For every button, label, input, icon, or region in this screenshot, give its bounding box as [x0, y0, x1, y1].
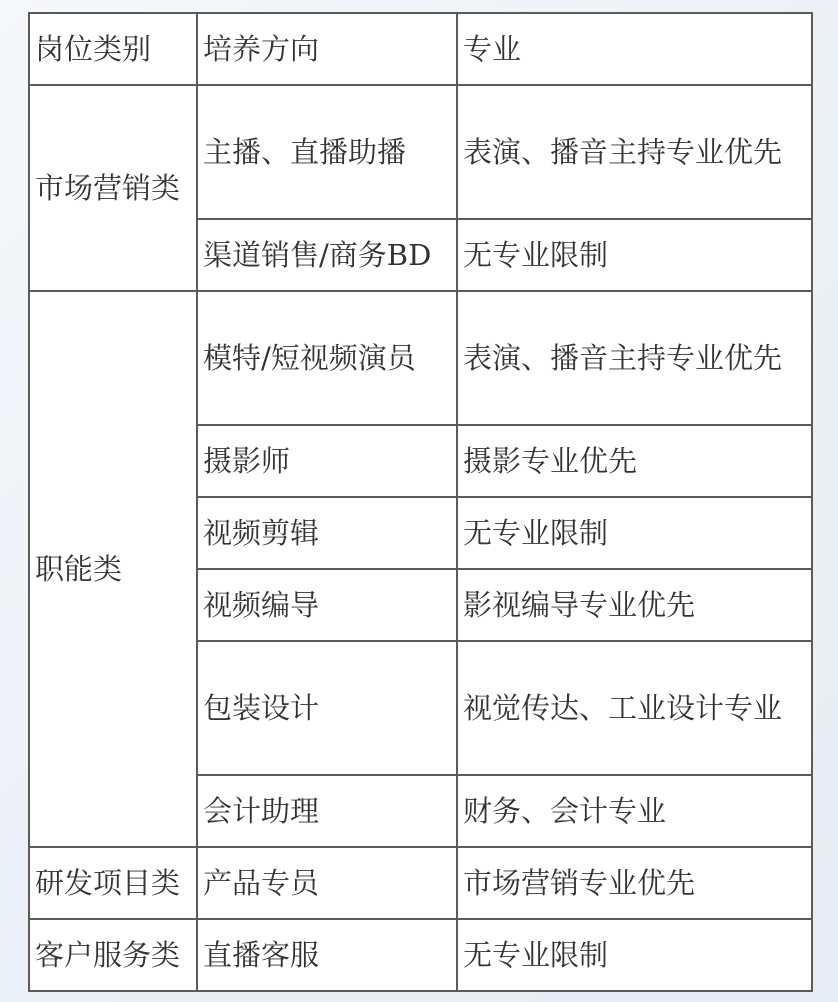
direction-cell: 模特/短视频演员 [197, 291, 457, 425]
direction-cell: 渠道销售/商务BD [197, 219, 457, 291]
table-container [28, 12, 813, 992]
major-cell: 市场营销专业优先 [457, 847, 812, 919]
major-cell: 财务、会计专业 [457, 775, 812, 847]
direction-cell: 直播客服 [197, 919, 457, 991]
header-cell-category: 岗位类别 [29, 13, 197, 85]
major-cell: 摄影专业优先 [457, 425, 812, 497]
table-header-row [29, 13, 812, 85]
major-cell: 无专业限制 [457, 497, 812, 569]
category-cell: 客户服务类 [29, 919, 197, 991]
position-table [28, 12, 813, 992]
category-cell: 职能类 [29, 291, 197, 847]
table-row [29, 847, 812, 919]
major-cell: 影视编导专业优先 [457, 569, 812, 641]
direction-cell: 视频编导 [197, 569, 457, 641]
major-cell: 视觉传达、工业设计专业 [457, 641, 812, 775]
header-cell-major: 专业 [457, 13, 812, 85]
header-cell-direction: 培养方向 [197, 13, 457, 85]
direction-cell: 视频剪辑 [197, 497, 457, 569]
category-cell: 市场营销类 [29, 85, 197, 291]
table-row [29, 85, 812, 219]
table-row [29, 291, 812, 425]
major-cell: 无专业限制 [457, 219, 812, 291]
major-cell: 表演、播音主持专业优先 [457, 85, 812, 219]
direction-cell: 包装设计 [197, 641, 457, 775]
direction-cell: 会计助理 [197, 775, 457, 847]
major-cell: 表演、播音主持专业优先 [457, 291, 812, 425]
category-cell: 研发项目类 [29, 847, 197, 919]
direction-cell: 摄影师 [197, 425, 457, 497]
direction-cell: 主播、直播助播 [197, 85, 457, 219]
direction-cell: 产品专员 [197, 847, 457, 919]
table-row [29, 919, 812, 991]
major-cell: 无专业限制 [457, 919, 812, 991]
